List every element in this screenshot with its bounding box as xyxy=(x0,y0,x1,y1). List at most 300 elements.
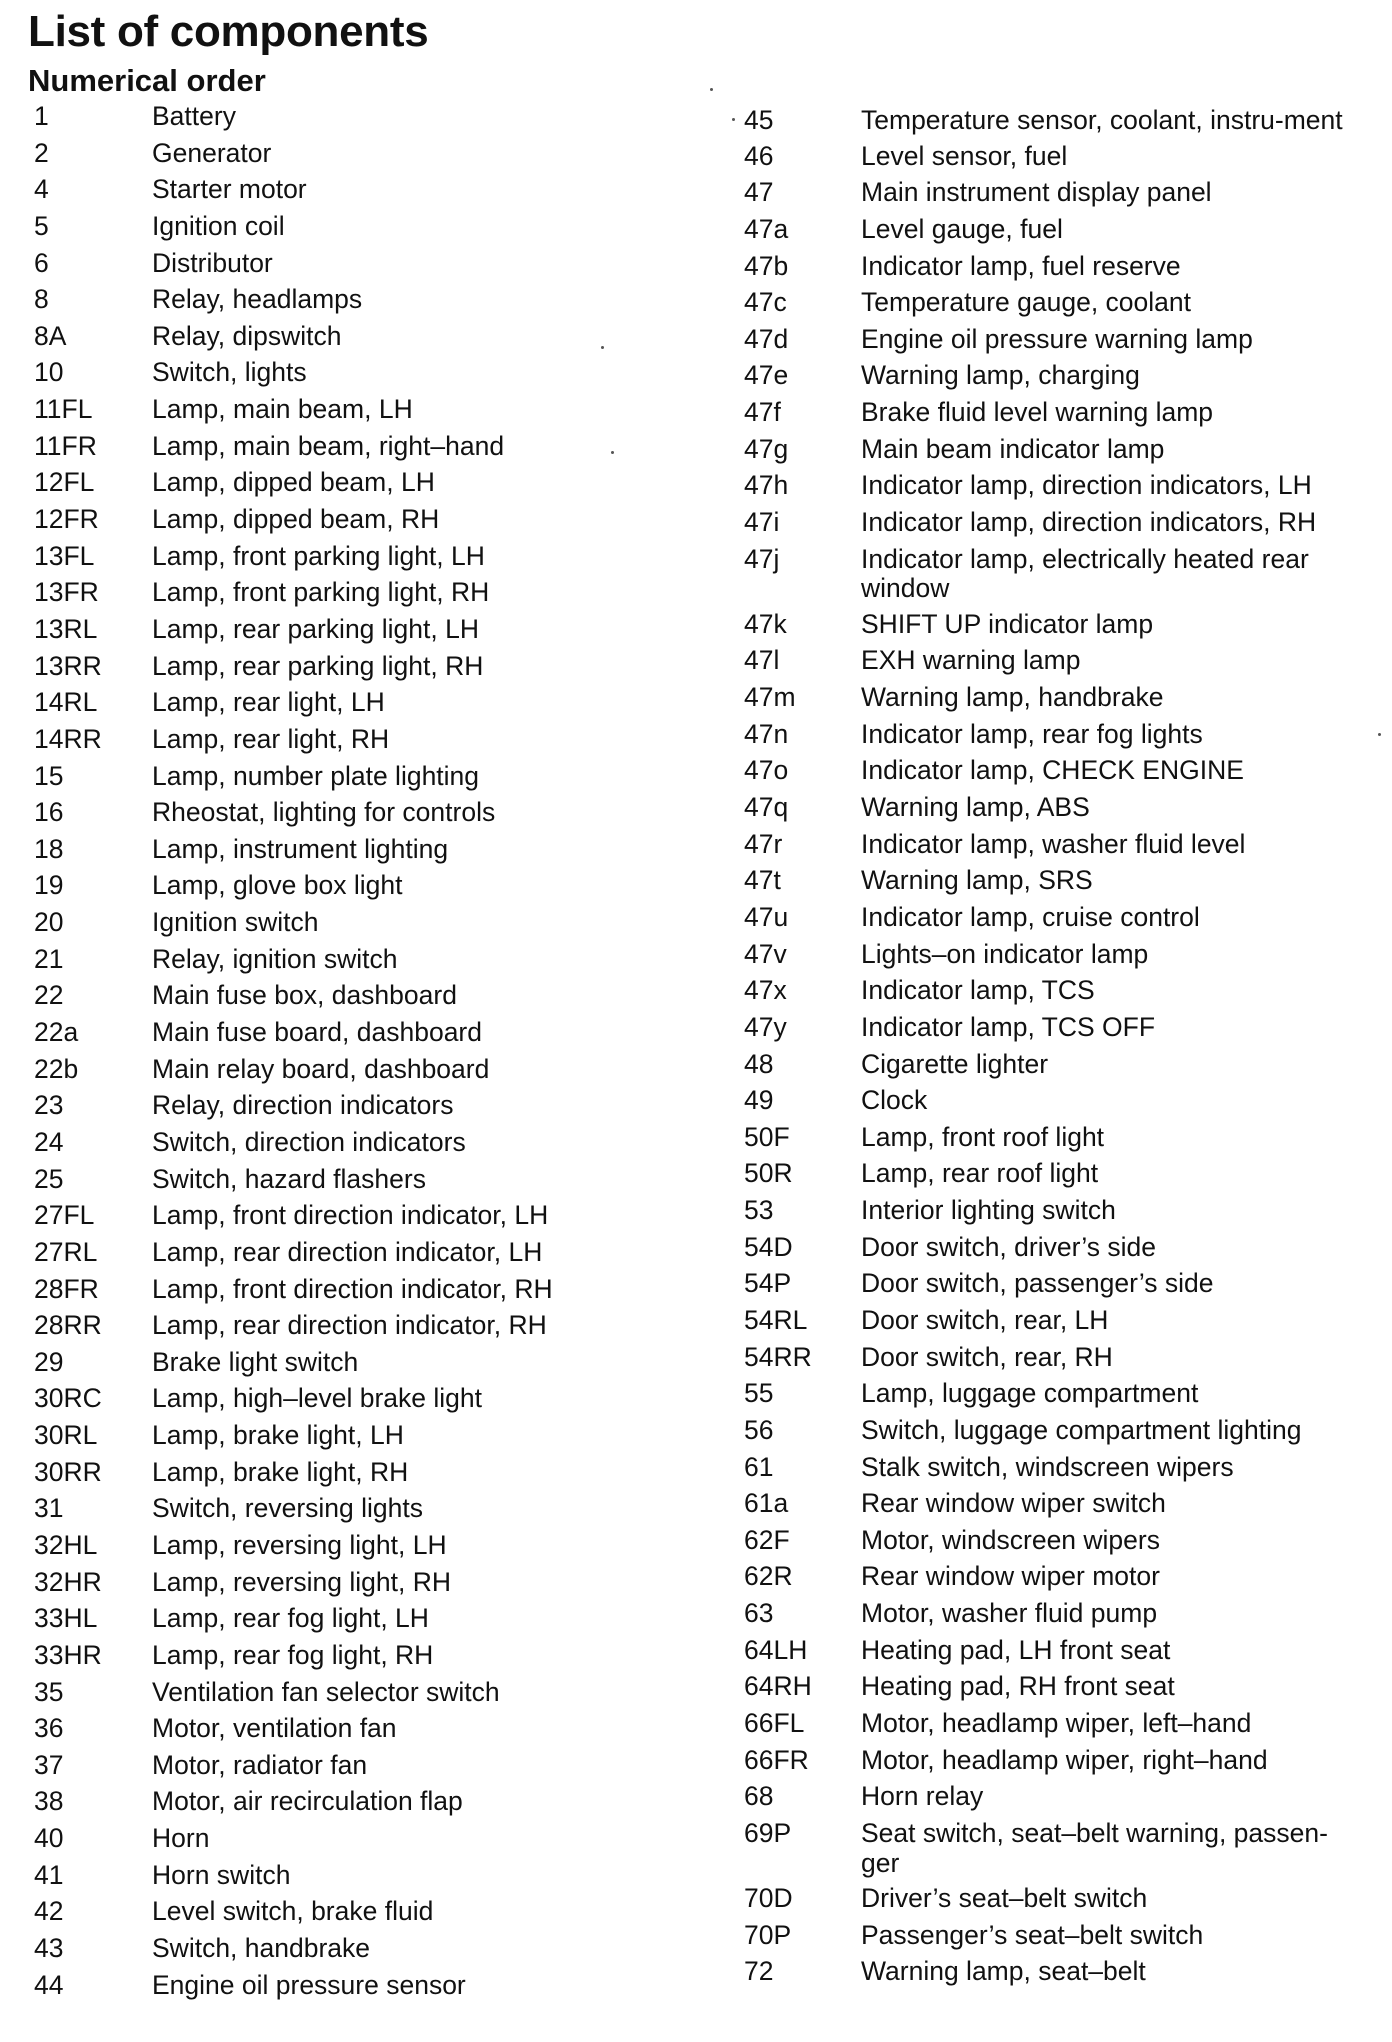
component-row xyxy=(744,435,1364,465)
component-row xyxy=(744,610,1364,640)
component-row xyxy=(744,1343,1364,1373)
component-row xyxy=(744,1709,1364,1739)
component-number: 53 xyxy=(744,1195,774,1226)
component-name: Motor, headlamp wiper, left–hand xyxy=(861,1708,1252,1739)
component-number: 14RR xyxy=(34,723,102,754)
component-row xyxy=(34,1128,674,1158)
component-number: 32HL xyxy=(34,1529,98,1560)
component-row xyxy=(34,1971,674,2001)
component-number: 54D xyxy=(744,1231,793,1262)
component-number: 47r xyxy=(744,828,783,859)
component-name: Switch, hazard flashers xyxy=(152,1163,426,1194)
component-name: Stalk switch, windscreen wipers xyxy=(861,1451,1234,1482)
component-number: 47q xyxy=(744,792,789,823)
component-name: Lamp, front parking light, LH xyxy=(152,540,485,571)
component-number: 47k xyxy=(744,608,787,639)
component-row xyxy=(744,1269,1364,1299)
component-name: Lamp, main beam, LH xyxy=(152,394,413,425)
component-row xyxy=(744,545,1364,604)
component-row xyxy=(744,1050,1364,1080)
component-number: 66FR xyxy=(744,1744,809,1775)
component-number: 12FR xyxy=(34,504,99,535)
component-name: Relay, headlamps xyxy=(152,284,363,315)
component-row xyxy=(34,249,674,279)
component-number: 14RL xyxy=(34,687,98,718)
component-row xyxy=(34,1348,674,1378)
component-number: 36 xyxy=(34,1713,64,1744)
component-row xyxy=(34,1714,674,1744)
component-number: 56 xyxy=(744,1414,774,1445)
component-name: Lamp, front direction indicator, LH xyxy=(152,1200,549,1231)
component-number: 16 xyxy=(34,797,64,828)
component-name: Lamp, rear parking light, RH xyxy=(152,650,484,681)
component-number: 47j xyxy=(744,543,780,574)
component-row xyxy=(34,1531,674,1561)
component-row xyxy=(744,683,1364,713)
component-name: Warning lamp, charging xyxy=(861,360,1140,391)
component-row xyxy=(34,1201,674,1231)
component-name: Motor, headlamp wiper, right–hand xyxy=(861,1744,1268,1775)
component-row xyxy=(744,1123,1364,1153)
component-row xyxy=(34,1494,674,1524)
component-number: 8 xyxy=(34,284,49,315)
component-row xyxy=(34,1165,674,1195)
component-row xyxy=(744,1884,1364,1914)
component-row xyxy=(744,178,1364,208)
component-number: 68 xyxy=(744,1781,774,1812)
component-name: Switch, handbrake xyxy=(152,1933,371,1964)
component-row xyxy=(34,432,674,462)
component-number: 64RH xyxy=(744,1671,812,1702)
component-number: 13FL xyxy=(34,540,95,571)
component-name: Rear window wiper switch xyxy=(861,1488,1166,1519)
component-number: 72 xyxy=(744,1956,774,1987)
component-name: Indicator lamp, CHECK ENGINE xyxy=(861,755,1244,786)
component-name: Warning lamp, SRS xyxy=(861,865,1093,896)
component-number: 38 xyxy=(34,1786,64,1817)
component-name: Interior lighting switch xyxy=(861,1195,1116,1226)
component-name: Level switch, brake fluid xyxy=(152,1896,434,1927)
component-row xyxy=(744,1159,1364,1189)
component-name: Engine oil pressure warning lamp xyxy=(861,323,1253,354)
component-name: Motor, washer fluid pump xyxy=(861,1598,1158,1629)
component-number: 47l xyxy=(744,645,780,676)
component-name: Distributor xyxy=(152,247,273,278)
component-number: 21 xyxy=(34,943,64,974)
component-name: Rear window wiper motor xyxy=(861,1561,1160,1592)
component-number: 47u xyxy=(744,901,789,932)
component-row xyxy=(34,175,674,205)
component-number: 30RC xyxy=(34,1383,102,1414)
component-number: 22b xyxy=(34,1053,79,1084)
component-number: 69P xyxy=(744,1817,792,1848)
component-name: Generator xyxy=(152,137,272,168)
component-number: 50R xyxy=(744,1158,793,1189)
component-number: 66FL xyxy=(744,1708,805,1739)
component-name: Door switch, passenger’s side xyxy=(861,1268,1214,1299)
component-name: Horn xyxy=(152,1823,210,1854)
component-row xyxy=(34,358,674,388)
component-number: 47g xyxy=(744,433,789,464)
component-name: Engine oil pressure sensor xyxy=(152,1969,466,2000)
component-number: 31 xyxy=(34,1493,64,1524)
component-row xyxy=(744,142,1364,172)
component-number: 47y xyxy=(744,1011,787,1042)
component-number: 70P xyxy=(744,1919,792,1950)
component-name: Lamp, rear roof light xyxy=(861,1158,1099,1189)
component-row xyxy=(744,1562,1364,1592)
component-number: 47i xyxy=(744,507,780,537)
component-name: Motor, windscreen wipers xyxy=(861,1524,1160,1555)
component-number: 18 xyxy=(34,833,64,864)
component-number: 47x xyxy=(744,975,787,1006)
component-number: 13FR xyxy=(34,577,99,608)
component-row xyxy=(34,1384,674,1414)
component-number: 47d xyxy=(744,323,789,354)
component-name: EXH warning lamp xyxy=(861,645,1081,676)
component-number: 22a xyxy=(34,1017,79,1048)
component-number: 4 xyxy=(34,174,49,205)
component-name: Indicator lamp, washer fluid level xyxy=(861,828,1246,859)
component-number: 2 xyxy=(34,137,49,168)
component-name: Horn relay xyxy=(861,1781,984,1812)
component-name: Lamp, brake light, LH xyxy=(152,1420,404,1451)
component-number: 11FR xyxy=(34,430,97,461)
component-row xyxy=(34,468,674,498)
component-row xyxy=(34,1311,674,1341)
scan-speck xyxy=(732,118,735,121)
component-number: 27RL xyxy=(34,1236,98,1267)
component-name: Indicator lamp, fuel reserve xyxy=(861,250,1181,281)
component-row xyxy=(34,1897,674,1927)
component-row xyxy=(744,215,1364,245)
component-name: Lamp, front direction indicator, RH xyxy=(152,1273,553,1304)
component-number: 25 xyxy=(34,1163,64,1194)
component-name: Switch, direction indicators xyxy=(152,1126,466,1157)
component-number: 47c xyxy=(744,287,787,318)
component-name: Door switch, rear, LH xyxy=(861,1305,1109,1335)
component-number: 54RL xyxy=(744,1305,808,1335)
component-number: 15 xyxy=(34,760,64,791)
component-number: 47 xyxy=(744,177,774,208)
component-number: 19 xyxy=(34,870,64,901)
component-row xyxy=(34,1824,674,1854)
component-row xyxy=(34,1751,674,1781)
component-name: Lamp, dipped beam, RH xyxy=(152,504,440,535)
component-name: Main beam indicator lamp xyxy=(861,433,1165,464)
component-number: 47b xyxy=(744,250,789,281)
component-name: Brake light switch xyxy=(152,1346,359,1377)
component-row xyxy=(34,285,674,315)
component-row xyxy=(34,798,674,828)
component-name: Indicator lamp, direction indicators, LH xyxy=(861,470,1312,501)
component-row xyxy=(34,652,674,682)
component-row xyxy=(744,1672,1364,1702)
component-number: 33HR xyxy=(34,1639,102,1670)
component-number: 28RR xyxy=(34,1310,102,1341)
scan-speck xyxy=(601,346,604,349)
component-row xyxy=(34,725,674,755)
component-number: 54P xyxy=(744,1268,792,1299)
component-number: 40 xyxy=(34,1823,64,1854)
component-number: 12FL xyxy=(34,467,95,498)
component-number: 54RR xyxy=(744,1341,812,1372)
component-name: Seat switch, seat–belt warning, passen-ger xyxy=(861,1817,1328,1878)
component-name: Driver’s seat–belt switch xyxy=(861,1883,1148,1914)
component-row xyxy=(744,1526,1364,1556)
component-name: Switch, reversing lights xyxy=(152,1493,423,1524)
component-number: 32HR xyxy=(34,1566,102,1597)
component-row xyxy=(34,578,674,608)
component-number: 63 xyxy=(744,1598,774,1629)
component-row xyxy=(34,505,674,535)
component-name: Lamp, dipped beam, LH xyxy=(152,467,435,498)
component-number: 41 xyxy=(34,1859,64,1890)
component-row xyxy=(744,940,1364,970)
component-name: Battery xyxy=(152,101,236,131)
component-number: 29 xyxy=(34,1346,64,1377)
component-name: Passenger’s seat–belt switch xyxy=(861,1919,1204,1950)
component-row xyxy=(34,945,674,975)
component-name: Relay, dipswitch xyxy=(152,320,342,351)
component-row xyxy=(34,139,674,169)
component-name: Switch, luggage compartment lighting xyxy=(861,1414,1302,1445)
component-row xyxy=(744,1746,1364,1776)
component-number: 45 xyxy=(744,105,774,135)
component-name: Lamp, front roof light xyxy=(861,1121,1105,1152)
component-name: Indicator lamp, cruise control xyxy=(861,901,1200,932)
component-number: 33HL xyxy=(34,1603,98,1634)
component-name: Motor, ventilation fan xyxy=(152,1713,397,1744)
component-number: 13RL xyxy=(34,613,98,644)
component-name: Motor, radiator fan xyxy=(152,1749,368,1780)
component-row xyxy=(34,762,674,792)
component-number: 30RR xyxy=(34,1456,102,1487)
component-row xyxy=(34,1018,674,1048)
component-row xyxy=(34,102,674,132)
component-row xyxy=(34,908,674,938)
component-row xyxy=(744,252,1364,282)
component-number: 46 xyxy=(744,140,774,171)
component-row xyxy=(34,212,674,242)
component-name: Ignition coil xyxy=(152,210,285,241)
component-number: 47a xyxy=(744,213,789,244)
scan-speck xyxy=(1378,733,1381,736)
component-list-right xyxy=(744,106,1364,1994)
component-number: 6 xyxy=(34,247,49,278)
component-number: 62R xyxy=(744,1561,793,1592)
component-row xyxy=(34,542,674,572)
component-row xyxy=(34,1604,674,1634)
component-number: 5 xyxy=(34,210,49,241)
component-number: 30RL xyxy=(34,1420,98,1451)
component-row xyxy=(34,1787,674,1817)
component-row xyxy=(34,871,674,901)
component-name: Lamp, rear light, LH xyxy=(152,687,385,718)
component-row xyxy=(744,720,1364,750)
component-row xyxy=(744,1306,1364,1336)
component-name: Lamp, rear direction indicator, RH xyxy=(152,1310,547,1341)
component-name: Lamp, reversing light, LH xyxy=(152,1529,447,1560)
component-name: Lamp, rear direction indicator, LH xyxy=(152,1236,543,1267)
component-number: 49 xyxy=(744,1085,774,1116)
component-number: 50F xyxy=(744,1121,790,1152)
component-number: 47h xyxy=(744,470,789,501)
component-name: SHIFT UP indicator lamp xyxy=(861,608,1154,639)
component-row xyxy=(34,1275,674,1305)
component-number: 47m xyxy=(744,682,796,713)
component-name: Lamp, instrument lighting xyxy=(152,833,449,864)
component-number: 42 xyxy=(34,1896,64,1927)
component-number: 11FL xyxy=(34,394,93,425)
component-number: 37 xyxy=(34,1749,64,1780)
component-name: Lamp, rear parking light, LH xyxy=(152,613,479,644)
component-name: Lamp, luggage compartment xyxy=(861,1378,1199,1409)
component-name: Heating pad, RH front seat xyxy=(861,1671,1175,1702)
component-name: Ignition switch xyxy=(152,907,319,938)
component-name: Warning lamp, ABS xyxy=(861,792,1090,823)
component-row xyxy=(744,1819,1364,1878)
component-name: Brake fluid level warning lamp xyxy=(861,397,1214,428)
component-name: Lights–on indicator lamp xyxy=(861,938,1149,969)
scan-speck xyxy=(710,88,713,91)
component-number: 27FL xyxy=(34,1200,95,1231)
component-number: 20 xyxy=(34,907,64,938)
component-name: Starter motor xyxy=(152,174,307,205)
component-name: Lamp, brake light, RH xyxy=(152,1456,409,1487)
component-row xyxy=(34,395,674,425)
component-name: Ventilation fan selector switch xyxy=(152,1676,500,1707)
component-row xyxy=(34,1861,674,1891)
component-row xyxy=(744,1782,1364,1812)
component-name: Rheostat, lighting for controls xyxy=(152,797,496,828)
component-name: Indicator lamp, rear fog lights xyxy=(861,718,1203,749)
component-number: 70D xyxy=(744,1883,793,1914)
component-name: Heating pad, LH front seat xyxy=(861,1634,1171,1665)
component-name: Switch, lights xyxy=(152,357,307,388)
component-row xyxy=(744,646,1364,676)
component-name: Lamp, number plate lighting xyxy=(152,760,480,791)
component-name: Main relay board, dashboard xyxy=(152,1053,490,1084)
component-row xyxy=(34,1458,674,1488)
component-number: 23 xyxy=(34,1090,64,1121)
component-row xyxy=(34,1421,674,1451)
component-row xyxy=(34,1568,674,1598)
component-row xyxy=(744,976,1364,1006)
component-row xyxy=(744,1489,1364,1519)
component-number: 35 xyxy=(34,1676,64,1707)
component-row xyxy=(744,471,1364,501)
component-name: Lamp, glove box light xyxy=(152,870,403,901)
component-name: Door switch, driver’s side xyxy=(861,1231,1157,1262)
component-row xyxy=(34,322,674,352)
component-row xyxy=(34,1238,674,1268)
component-number: 13RR xyxy=(34,650,102,681)
component-number: 47t xyxy=(744,865,781,896)
component-row xyxy=(744,106,1364,136)
component-number: 22 xyxy=(34,980,64,1011)
component-number: 43 xyxy=(34,1933,64,1964)
component-name: Relay, direction indicators xyxy=(152,1090,454,1121)
component-number: 47v xyxy=(744,938,787,969)
component-number: 28FR xyxy=(34,1273,99,1304)
component-name: Level gauge, fuel xyxy=(861,213,1063,244)
component-number: 62F xyxy=(744,1524,790,1555)
component-row xyxy=(744,1416,1364,1446)
component-row xyxy=(744,508,1364,538)
component-row xyxy=(744,288,1364,318)
component-row xyxy=(744,1086,1364,1116)
component-name: Relay, ignition switch xyxy=(152,943,398,974)
component-number: 55 xyxy=(744,1378,774,1409)
component-name: Temperature sensor, coolant, instru-ment xyxy=(861,105,1343,135)
component-number: 47n xyxy=(744,718,789,749)
component-name: Main instrument display panel xyxy=(861,177,1212,208)
component-row xyxy=(34,615,674,645)
component-row xyxy=(34,1934,674,1964)
component-number: 47o xyxy=(744,755,789,786)
component-number: 64LH xyxy=(744,1634,808,1665)
component-name: Main fuse box, dashboard xyxy=(152,980,457,1011)
component-row xyxy=(744,1957,1364,1987)
component-row xyxy=(744,903,1364,933)
component-name: Indicator lamp, TCS OFF xyxy=(861,1011,1156,1042)
component-name: Lamp, high–level brake light xyxy=(152,1383,482,1414)
component-name: Indicator lamp, TCS xyxy=(861,975,1095,1006)
component-number: 61a xyxy=(744,1488,789,1519)
component-row xyxy=(744,866,1364,896)
component-row xyxy=(34,1091,674,1121)
component-number: 61 xyxy=(744,1451,774,1482)
scan-speck xyxy=(611,451,614,454)
component-row xyxy=(744,361,1364,391)
component-number: 44 xyxy=(34,1969,64,2000)
component-row xyxy=(744,1921,1364,1951)
component-name: Warning lamp, handbrake xyxy=(861,682,1164,713)
component-name: Main fuse board, dashboard xyxy=(152,1017,482,1048)
component-name: Lamp, rear light, RH xyxy=(152,723,390,754)
component-row xyxy=(744,830,1364,860)
component-name: Lamp, front parking light, RH xyxy=(152,577,490,608)
section-heading: Numerical order xyxy=(28,63,266,98)
component-name: Level sensor, fuel xyxy=(861,140,1068,171)
component-row xyxy=(744,1599,1364,1629)
component-name: Lamp, rear fog light, LH xyxy=(152,1603,429,1634)
component-name: Motor, air recirculation flap xyxy=(152,1786,463,1817)
component-row xyxy=(744,756,1364,786)
component-row xyxy=(744,325,1364,355)
component-row xyxy=(744,1196,1364,1226)
component-name: Horn switch xyxy=(152,1859,291,1890)
component-name: Cigarette lighter xyxy=(861,1048,1049,1079)
component-number: 48 xyxy=(744,1048,774,1079)
component-number: 8A xyxy=(34,320,67,351)
component-row xyxy=(34,835,674,865)
component-row xyxy=(744,1453,1364,1483)
component-name: Warning lamp, seat–belt xyxy=(861,1956,1146,1987)
component-row xyxy=(744,793,1364,823)
component-name: Indicator lamp, direction indicators, RH xyxy=(861,507,1317,537)
component-list-left xyxy=(34,102,674,2007)
component-row xyxy=(744,398,1364,428)
component-number: 1 xyxy=(34,101,49,131)
component-name: Lamp, main beam, right–hand xyxy=(152,430,505,461)
component-row xyxy=(34,1055,674,1085)
component-number: 47e xyxy=(744,360,789,391)
component-row xyxy=(744,1379,1364,1409)
component-number: 24 xyxy=(34,1126,64,1157)
component-row xyxy=(34,688,674,718)
